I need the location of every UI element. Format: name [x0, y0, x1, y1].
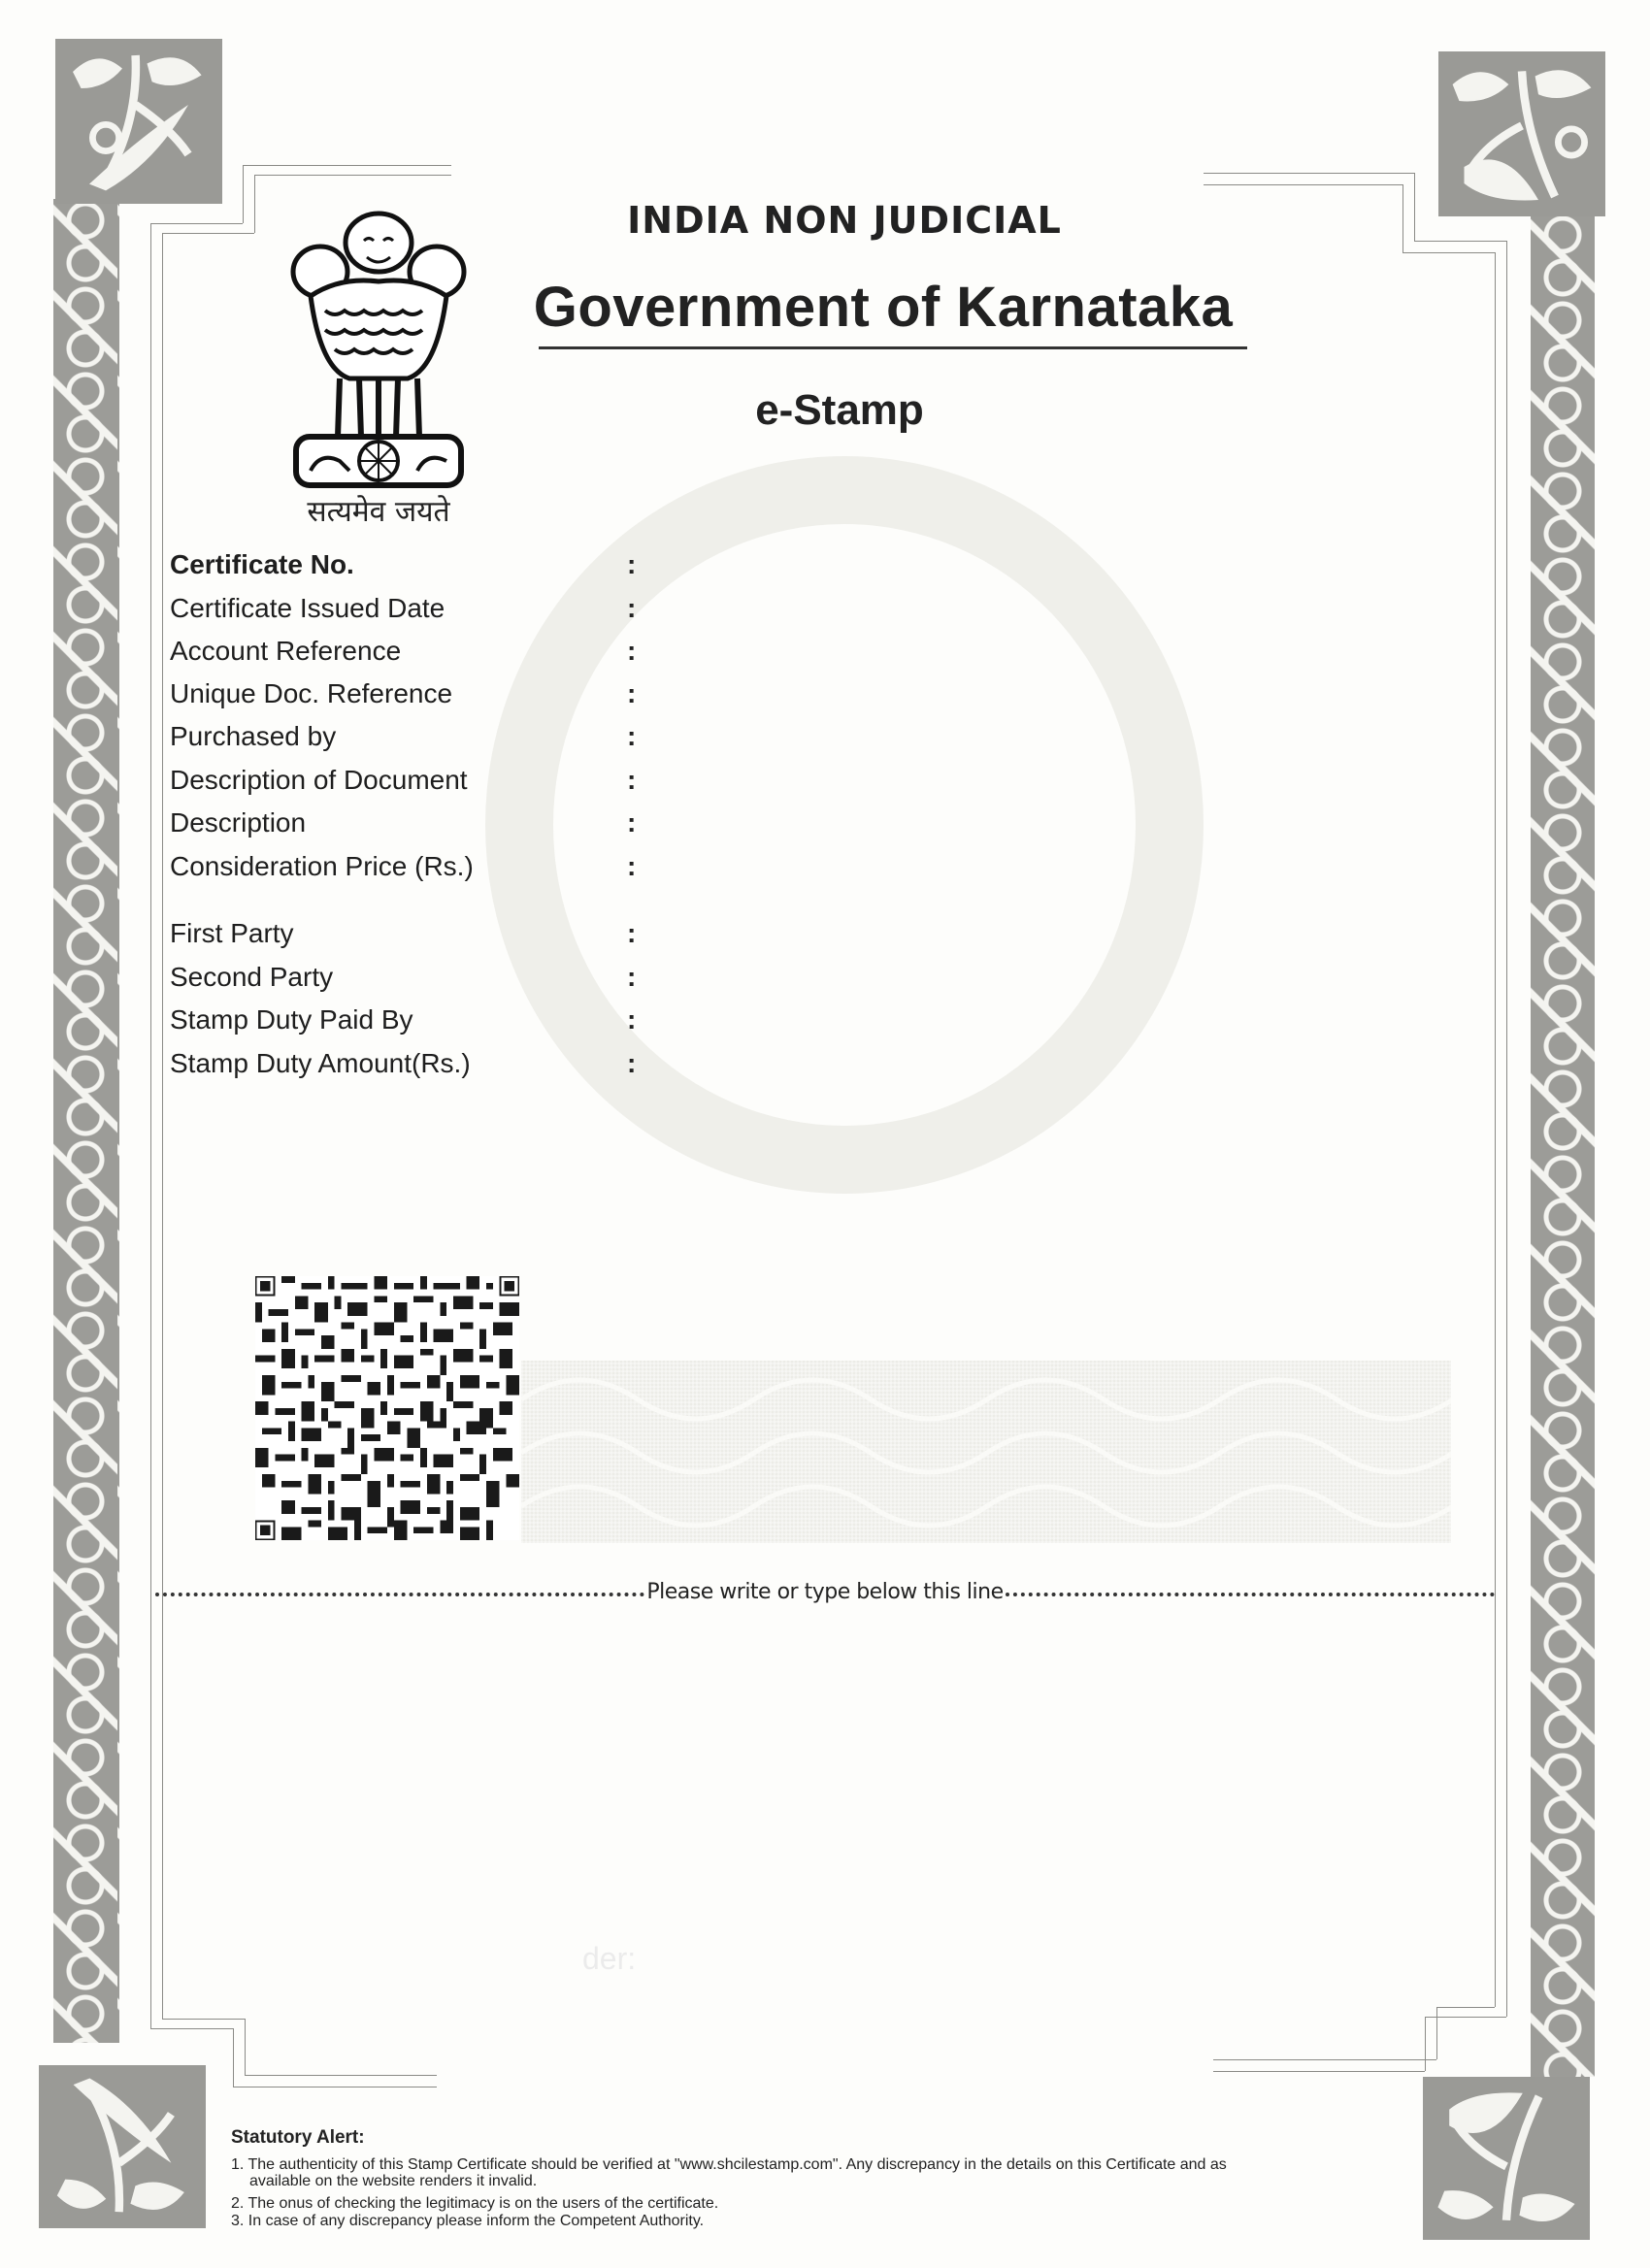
frame-line: [245, 2019, 246, 2075]
alert-item-number: 3.: [231, 2213, 245, 2229]
alert-item-continuation: available on the website renders it invalid.: [249, 2173, 538, 2189]
leaf-ornament-icon: [55, 39, 222, 204]
statutory-alert-title: Statutory Alert:: [231, 2127, 365, 2148]
alert-item-text: The authenticity of this Stamp Certificate should be verified at "www.shcilestamp.com". Any discrepancy in the details on this Certificate and as: [248, 2156, 1227, 2173]
frame-line: [1402, 184, 1403, 252]
frame-line: [1425, 2017, 1426, 2071]
frame-line: [162, 2019, 245, 2020]
separator: :: [627, 765, 637, 795]
frame-line: [1204, 184, 1402, 185]
frame-line: [1436, 2007, 1437, 2059]
frame-line: [162, 233, 254, 234]
frame-line: [150, 223, 243, 224]
separator: :: [627, 1004, 637, 1035]
right-border-band: [1531, 214, 1595, 2077]
frame-line: [1436, 2007, 1495, 2008]
corner-ornament-top-right: [1438, 51, 1605, 216]
separator: :: [627, 1048, 637, 1078]
alert-item-number: 2.: [231, 2195, 245, 2212]
separator: :: [627, 549, 637, 579]
alert-item-text: In case of any discrepancy please inform the Competent Authority.: [248, 2213, 705, 2229]
frame-line: [245, 2075, 437, 2076]
left-border-band: [53, 199, 119, 2043]
leaf-ornament-icon: [39, 2065, 206, 2228]
frame-line: [150, 2028, 233, 2029]
leaf-ornament-icon: [1423, 2077, 1590, 2240]
corner-ornament-top-left: [55, 39, 222, 204]
statutory-alert-item-3: [231, 2213, 704, 2229]
watermark-seal: [485, 456, 1204, 1194]
separator: :: [627, 721, 637, 751]
separator: :: [627, 636, 637, 666]
corner-ornament-bottom-left: [39, 2065, 206, 2228]
divider-text: Please write or type below this line: [646, 1579, 1004, 1604]
body-text-fragment: der:: [582, 1941, 637, 1976]
frame-line: [243, 165, 451, 166]
separator: :: [627, 962, 637, 992]
frame-line: [1204, 173, 1414, 174]
label-description-of-document: Description of Document: [170, 765, 468, 795]
label-consideration-price: Consideration Price (Rs.): [170, 851, 474, 881]
statutory-alert-item-2: [231, 2195, 718, 2212]
label-description: Description: [170, 807, 307, 838]
alert-item-number: 1.: [231, 2156, 245, 2173]
label-certificate-no: Certificate No.: [170, 549, 354, 579]
frame-line: [1414, 241, 1506, 242]
frame-line: [1213, 2059, 1436, 2060]
separator: :: [627, 593, 637, 623]
frame-line: [1402, 252, 1495, 253]
label-unique-doc-reference: Unique Doc. Reference: [170, 678, 453, 708]
heading-e-stamp: e-Stamp: [755, 386, 924, 434]
heading-india-non-judicial: INDIA NON JUDICIAL: [627, 199, 1062, 242]
label-purchased-by: Purchased by: [170, 721, 337, 751]
frame-line: [254, 175, 451, 176]
alert-item-text: The onus of checking the legitimacy is on the users of the certificate.: [248, 2195, 719, 2212]
separator: :: [627, 807, 637, 838]
label-account-reference: Account Reference: [170, 636, 402, 666]
separator: :: [627, 851, 637, 881]
separator: :: [627, 678, 637, 708]
frame-line: [1506, 241, 1507, 2017]
statutory-alert-item-1: [231, 2156, 1227, 2189]
label-stamp-duty-paid-by: Stamp Duty Paid By: [170, 1004, 413, 1035]
dotted-line-left: [155, 1593, 644, 1596]
label-certificate-issued-date: Certificate Issued Date: [170, 593, 446, 623]
heading-government-of-karnataka: Government of Karnataka: [533, 276, 1234, 339]
frame-line: [233, 2028, 234, 2087]
state-emblem-icon: [281, 204, 476, 495]
frame-line: [1414, 173, 1415, 241]
leaf-ornament-icon: [1438, 51, 1605, 216]
separator: :: [627, 918, 637, 948]
label-first-party: First Party: [170, 918, 294, 948]
frame-line: [1213, 2071, 1425, 2072]
write-below-divider: [155, 1577, 1495, 1606]
corner-ornament-bottom-right: [1423, 2077, 1590, 2240]
heading-underline: [539, 346, 1247, 349]
frame-line: [150, 223, 151, 2028]
frame-line: [162, 233, 163, 2019]
dotted-line-right: [1006, 1593, 1495, 1596]
qr-code-icon[interactable]: [255, 1276, 519, 1540]
emblem-motto: सत्यमेव जयते: [307, 495, 450, 529]
label-second-party: Second Party: [170, 962, 334, 992]
frame-line: [243, 165, 244, 223]
frame-line: [1495, 252, 1496, 2007]
frame-line: [254, 175, 255, 233]
label-stamp-duty-amount: Stamp Duty Amount(Rs.): [170, 1048, 471, 1078]
watermark-band: [521, 1361, 1451, 1543]
